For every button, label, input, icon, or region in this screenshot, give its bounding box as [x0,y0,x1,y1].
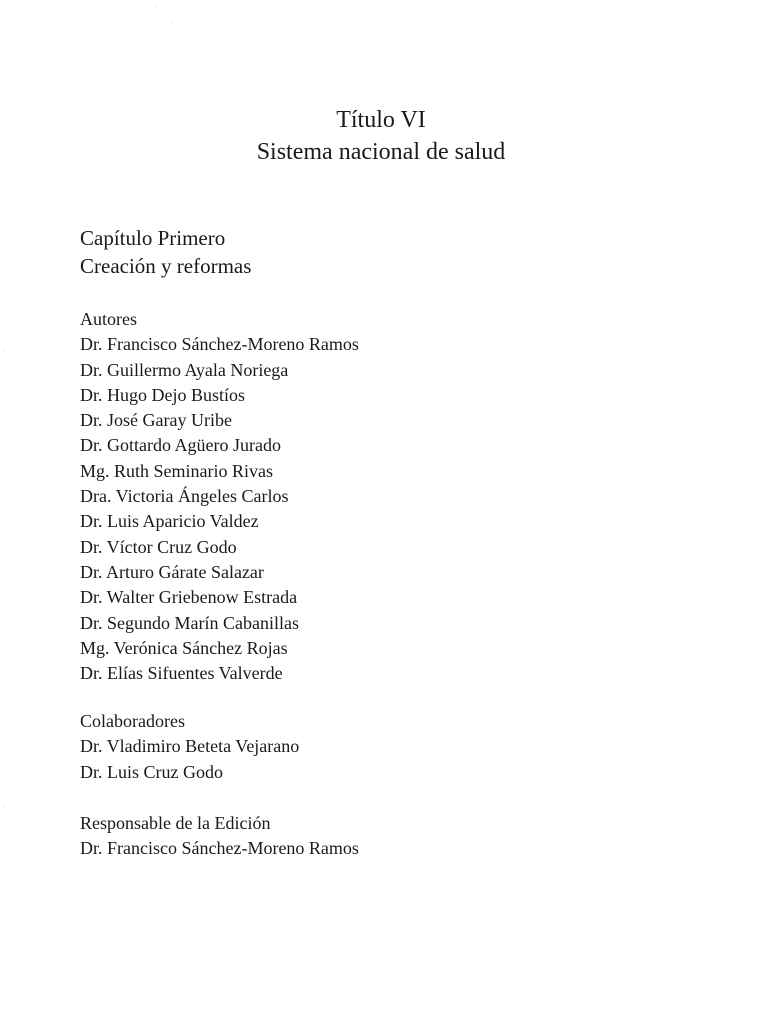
list-item: Dr. Gottardo Agüero Jurado [80,435,281,456]
list-item: Dra. Victoria Ángeles Carlos [80,486,289,507]
collaborators-section [80,709,299,785]
authors-list [80,332,359,686]
page-subtitle: Sistema nacional de salud [256,139,506,165]
editor-section [80,811,359,862]
chapter-title: Creación y reformas [80,254,252,278]
list-item: Dr. Walter Griebenow Estrada [80,587,298,608]
authors-heading: Autores [80,309,137,329]
authors-section [80,307,359,686]
collaborators-heading: Colaboradores [80,711,185,731]
list-item: Dr. Francisco Sánchez-Moreno Ramos [80,334,359,355]
list-item: Dr. Vladimiro Beteta Vejarano [80,736,300,757]
list-item: Dr. Francisco Sánchez-Moreno Ramos [80,838,359,859]
list-item: Mg. Ruth Seminario Rivas [80,460,273,481]
editor-list [80,836,359,861]
page-title: Título VI [336,107,426,133]
scan-speck [4,350,5,351]
scan-speck [4,806,5,807]
chapter-heading [80,224,251,280]
list-item: Dr. Víctor Cruz Godo [80,536,237,557]
scan-speck [171,22,172,23]
scan-speck [155,6,156,7]
list-item: Dr. José Garay Uribe [80,410,232,431]
list-item: Dr. Arturo Gárate Salazar [80,561,264,582]
chapter-number: Capítulo Primero [80,226,226,250]
list-item: Dr. Hugo Dejo Bustíos [80,384,246,405]
list-item: Dr. Luis Aparicio Valdez [80,511,259,532]
list-item: Mg. Verónica Sánchez Rojas [80,637,288,658]
editor-heading: Responsable de la Edición [80,813,271,833]
list-item: Dr. Segundo Marín Cabanillas [80,612,299,633]
collaborators-list [80,734,299,785]
list-item: Dr. Elías Sifuentes Valverde [80,663,283,684]
list-item: Dr. Guillermo Ayala Noriega [80,359,289,380]
list-item: Dr. Luis Cruz Godo [80,761,223,782]
